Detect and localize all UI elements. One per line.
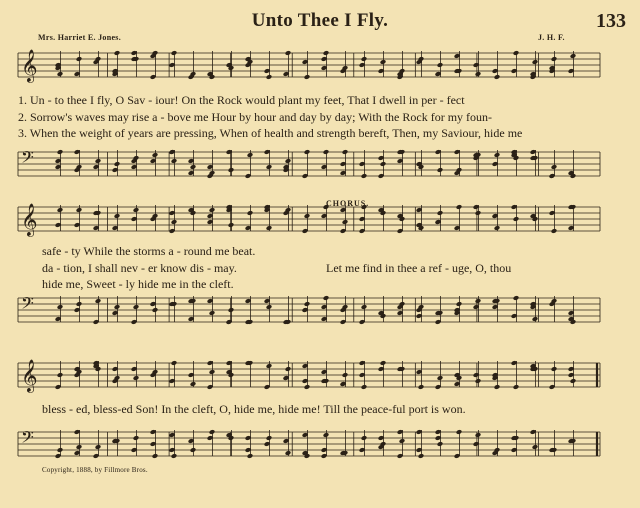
- note-head: [228, 222, 235, 228]
- note-head: [437, 210, 444, 216]
- note-head: [304, 149, 311, 155]
- verse-3-line: 3. When the weight of years are pressing, When of health and strength bereft, Then, my Saviour, hide me: [18, 126, 523, 140]
- note-head: [285, 366, 292, 372]
- note-head: [133, 375, 140, 381]
- note-head: [342, 372, 349, 378]
- note-head: [57, 207, 64, 213]
- system2-verse-3: hide me, Sweet - ly hide me in the cleft.: [42, 277, 234, 291]
- note-head: [266, 435, 273, 441]
- bass-clef-icon: 𝄢: [21, 427, 34, 451]
- note-head: [456, 301, 463, 307]
- hymn-title: Unto Thee I Fly.: [251, 10, 389, 31]
- note-head: [266, 74, 273, 80]
- note-head: [437, 375, 444, 381]
- note-head: [114, 304, 121, 310]
- note-head: [532, 59, 539, 65]
- note-head: [513, 295, 520, 301]
- treble-clef-icon: 𝄞: [21, 49, 38, 82]
- note-head: [190, 381, 197, 387]
- note-head: [475, 210, 482, 216]
- note-head: [266, 164, 273, 170]
- note-head: [114, 50, 121, 56]
- note-head: [475, 298, 482, 304]
- note-head: [114, 213, 121, 219]
- note-head: [494, 384, 501, 390]
- treble-clef-icon: 𝄞: [21, 359, 38, 392]
- note-head: [285, 450, 292, 456]
- note-head: [475, 432, 482, 438]
- note-head: [152, 152, 159, 158]
- note-head: [152, 453, 159, 459]
- note-head: [95, 158, 102, 164]
- note-head: [228, 307, 235, 313]
- note-head: [114, 161, 121, 167]
- note-head: [266, 363, 273, 369]
- note-head: [323, 149, 330, 155]
- note-head: [551, 228, 558, 234]
- treble-clef-icon: 𝄞: [21, 203, 38, 236]
- note-head: [323, 295, 330, 301]
- note-head: [551, 366, 558, 372]
- note-head: [57, 372, 64, 378]
- note-head: [380, 161, 387, 167]
- note-head: [513, 50, 520, 56]
- note-head: [494, 225, 501, 231]
- note-head: [380, 360, 387, 366]
- note-head: [247, 453, 254, 459]
- note-head: [95, 298, 102, 304]
- note-head: [171, 219, 178, 225]
- note-head: [190, 447, 197, 453]
- note-head: [304, 213, 311, 219]
- note-head: [437, 62, 444, 68]
- note-head: [133, 435, 140, 441]
- note-head: [342, 219, 349, 225]
- note-head: [266, 225, 273, 231]
- note-head: [95, 444, 102, 450]
- note-head: [399, 438, 406, 444]
- note-head: [361, 56, 368, 62]
- note-head: [475, 378, 482, 384]
- note-head: [171, 50, 178, 56]
- author-credit: Mrs. Harriet E. Jones.: [38, 33, 122, 42]
- note-head: [361, 304, 368, 310]
- note-head: [475, 71, 482, 77]
- note-head: [513, 216, 520, 222]
- note-head: [304, 384, 311, 390]
- note-head: [551, 164, 558, 170]
- page-number: 133: [596, 10, 626, 32]
- note-head: [494, 152, 501, 158]
- note-head: [494, 74, 501, 80]
- note-head: [323, 432, 330, 438]
- chorus-label: CHORUS.: [326, 199, 370, 208]
- note-head: [361, 435, 368, 441]
- note-head: [209, 207, 216, 213]
- note-head: [171, 158, 178, 164]
- note-head: [76, 444, 83, 450]
- note-head: [456, 429, 463, 435]
- note-head: [304, 301, 311, 307]
- system3-lyric: bless - ed, bless-ed Son! In the cleft, O, hide me, hide me! Till the peace-ful port is won.: [42, 402, 466, 416]
- note-head: [437, 441, 444, 447]
- note-head: [342, 149, 349, 155]
- note-head: [361, 173, 368, 179]
- note-head: [209, 369, 216, 375]
- note-head: [133, 207, 140, 213]
- note-head: [57, 304, 64, 310]
- note-head: [304, 74, 311, 80]
- note-head: [285, 50, 292, 56]
- note-head: [190, 164, 197, 170]
- system2-verse-2: da - tion, I shall nev - er know dis - may.: [42, 261, 237, 275]
- system2-verse-1: safe - ty While the storms a - round me beat.: [42, 244, 256, 258]
- note-head: [551, 56, 558, 62]
- note-head: [209, 310, 216, 316]
- note-head: [532, 316, 539, 322]
- chorus-lyric: Let me find in thee a ref - uge, O, thou: [326, 261, 512, 275]
- note-head: [171, 360, 178, 366]
- note-head: [361, 384, 368, 390]
- note-head: [76, 207, 83, 213]
- note-head: [418, 453, 425, 459]
- note-head: [266, 304, 273, 310]
- note-head: [570, 378, 577, 384]
- note-head: [380, 59, 387, 65]
- copyright-notice: Copyright, 1888, by Fillmore Bros.: [42, 466, 148, 474]
- verse-1-line: 1. Un - to thee I fly, O Sav - iour! On the Rock would plant my feet, That I dwell in per - fect: [18, 93, 465, 107]
- note-head: [57, 149, 64, 155]
- note-head: [171, 453, 178, 459]
- note-head: [76, 301, 83, 307]
- note-head: [152, 307, 159, 313]
- note-head: [532, 444, 539, 450]
- note-head: [570, 53, 577, 59]
- note-head: [247, 152, 254, 158]
- note-head: [57, 447, 64, 453]
- note-head: [76, 56, 83, 62]
- note-head: [418, 384, 425, 390]
- note-head: [437, 167, 444, 173]
- note-head: [228, 167, 235, 173]
- composer-credit: J. H. F.: [538, 33, 565, 42]
- note-head: [513, 384, 520, 390]
- verse-2-line: 2. Sorrow's waves may rise a - bove me Hour by hour and day by day; With the Rock for my foun-: [18, 110, 493, 124]
- note-head: [57, 71, 64, 77]
- bass-clef-icon: 𝄢: [21, 293, 34, 317]
- bass-clef-icon: 𝄢: [21, 147, 34, 171]
- note-head: [133, 304, 140, 310]
- note-head: [247, 210, 254, 216]
- note-head: [285, 158, 292, 164]
- note-head: [456, 204, 463, 210]
- note-head: [209, 429, 216, 435]
- note-head: [323, 50, 330, 56]
